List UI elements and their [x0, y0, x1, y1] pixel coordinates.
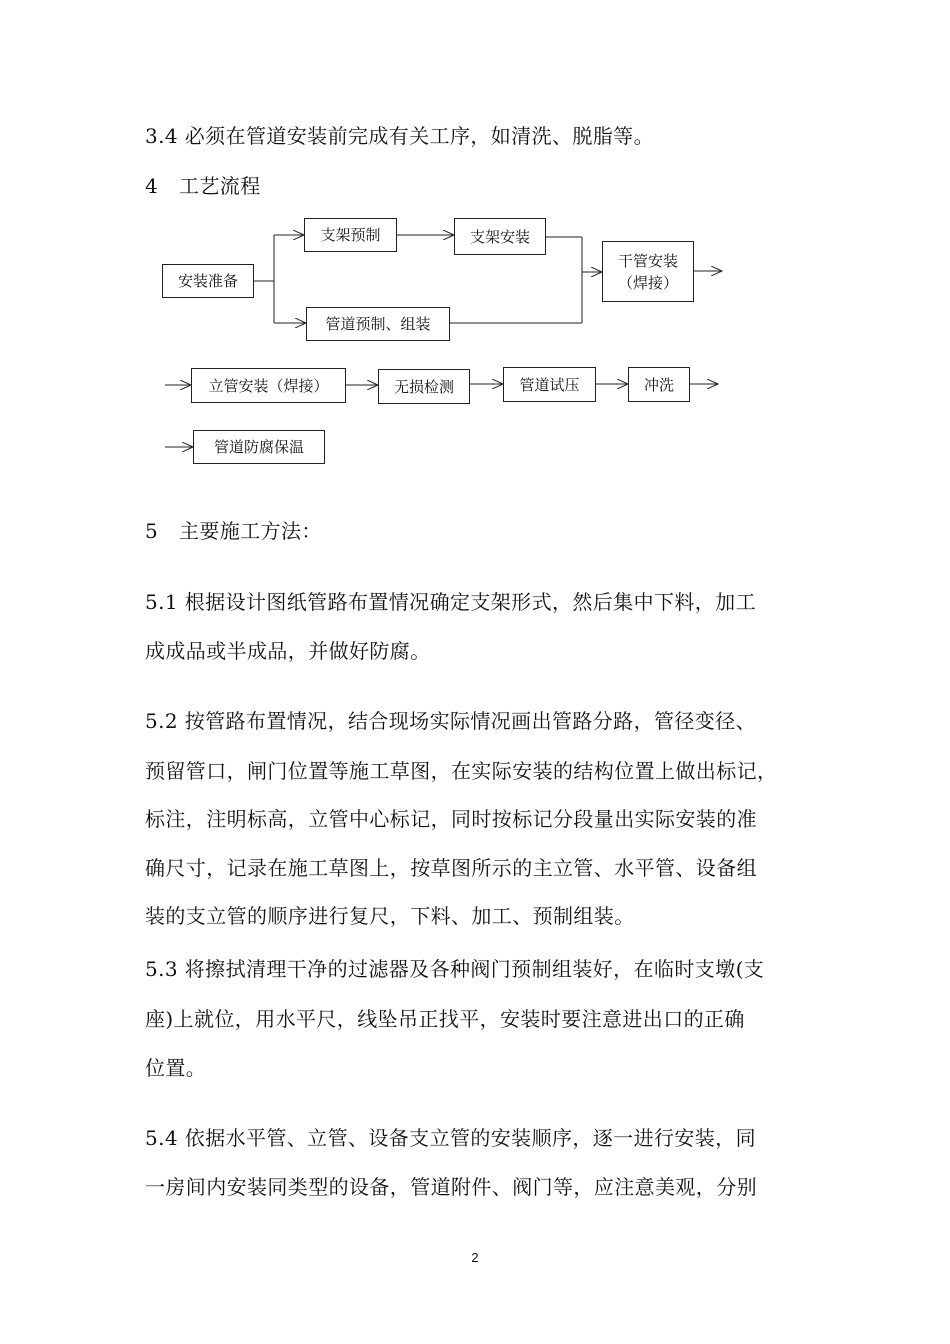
flow-box-label: 立管安装（焊接） — [208, 376, 329, 395]
flow-box-label: 安装准备 — [177, 272, 238, 290]
paragraph-5-4-line: 一房间内安装同类型的设备，管道附件、阀门等，应注意美观，分别 — [145, 1175, 757, 1199]
flow-box-flush — [628, 367, 690, 402]
flow-box-pressure-test — [503, 367, 596, 402]
heading-title: 工艺流程 — [179, 174, 261, 198]
flow-box-main-pipe — [602, 241, 694, 302]
flow-box-anticorrosion — [193, 430, 325, 464]
heading-number: 4 — [145, 174, 159, 198]
paragraph-5-2-line: 5.2 按管路布置情况，结合现场实际情况画出管路分路，管径变径、 — [145, 709, 756, 733]
flow-box-label: 管道预制、组装 — [325, 315, 431, 333]
page-number: 2 — [471, 1250, 479, 1265]
paragraph-5-3-line: 5.3 将擦拭清理干净的过滤器及各种阀门预制组装好，在临时支墩(支 — [145, 957, 765, 981]
heading-5 — [145, 517, 322, 545]
paragraph-5-3-line: 座)上就位，用水平尺，线坠吊正找平，安装时要注意进出口的正确 — [145, 1007, 745, 1031]
paragraph-5-2-line: 确尺寸，记录在施工草图上，按草图所示的主立管、水平管、设备组 — [145, 856, 757, 880]
flow-box-label: 管道防腐保温 — [213, 438, 304, 456]
flow-box-support-prefab — [304, 218, 397, 252]
paragraph-5-4-line: 5.4 依据水平管、立管、设备支立管的安装顺序，逐一进行安装，同 — [145, 1126, 756, 1150]
flow-box-label: 冲洗 — [643, 375, 674, 394]
paragraph-5-2-line: 装的支立管的顺序进行复尺，下料、加工、预制组装。 — [145, 904, 635, 928]
flow-box-ndt — [378, 369, 470, 404]
paragraph-5-1-line: 成成品或半成品，并做好防腐。 — [145, 639, 431, 663]
paragraph-3-4: 3.4 必须在管道安装前完成有关工序，如清洗、脱脂等。 — [145, 124, 654, 148]
heading-number: 5 — [145, 519, 159, 543]
flow-box-label: 支架安装 — [469, 227, 530, 246]
flow-box-pipe-prefab — [306, 307, 450, 341]
flow-box-support-install — [454, 218, 546, 255]
heading-title: 主要施工方法： — [179, 519, 322, 543]
flow-box-label: 管道试压 — [519, 375, 580, 394]
paragraph-5-3-line: 位置。 — [145, 1056, 207, 1080]
flow-diagram-connectors — [0, 0, 950, 520]
flow-box-label: 支架预制 — [320, 226, 381, 244]
paragraph-5-2-line: 标注，注明标高，立管中心标记，同时按标记分段量出实际安装的准 — [145, 807, 757, 831]
flow-box-prep — [162, 264, 254, 298]
flow-box-label-line2: （焊接） — [617, 273, 678, 292]
flow-box-label-line1: 干管安装 — [617, 251, 678, 270]
flow-box-label: 无损检测 — [393, 377, 454, 396]
paragraph-5-2-line: 预留管口，闸门位置等施工草图，在实际安装的结构位置上做出标记， — [145, 759, 778, 783]
paragraph-5-1-line: 5.1 根据设计图纸管路布置情况确定支架形式，然后集中下料，加工 — [145, 590, 756, 614]
flow-box-riser — [191, 368, 346, 403]
